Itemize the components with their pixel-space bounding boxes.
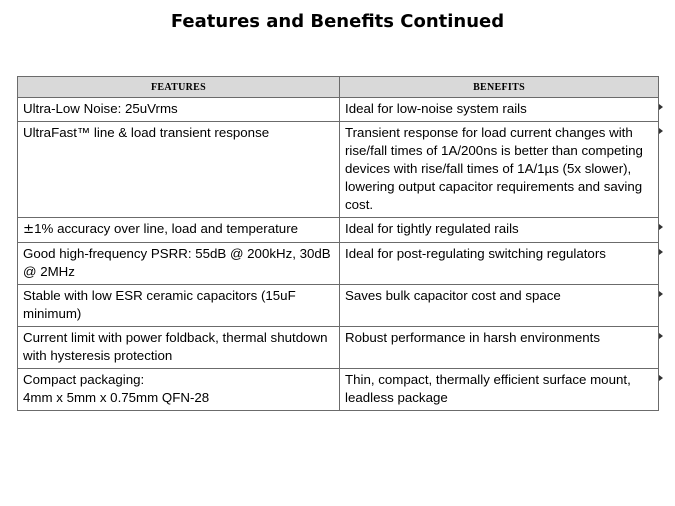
row-marker-icon bbox=[659, 249, 663, 255]
benefit-text: Thin, compact, thermally efficient surface mount, leadless package bbox=[345, 372, 631, 405]
benefit-text: Robust performance in harsh environments bbox=[345, 330, 600, 345]
plus-minus-symbol: ± bbox=[23, 222, 35, 237]
feature-cell: UltraFast™ line & load transient response bbox=[18, 122, 340, 218]
row-marker-icon bbox=[659, 104, 663, 110]
benefit-text: Ideal for tightly regulated rails bbox=[345, 221, 519, 236]
features-benefits-table bbox=[17, 76, 659, 411]
feature-cell: Current limit with power foldback, thermal shutdown with hysteresis protection bbox=[18, 327, 340, 369]
benefit-cell bbox=[340, 369, 659, 411]
table-row bbox=[18, 218, 659, 243]
table-row bbox=[18, 243, 659, 285]
benefit-text: Ideal for low-noise system rails bbox=[345, 101, 527, 116]
row-marker-icon bbox=[659, 128, 663, 134]
benefit-text: Transient response for load current changes with rise/fall times of 1A/200ns is better than competing devices with rise/fall times of 1A/1µs (5x slower), lowering output capacitor requirements and saving cost. bbox=[345, 125, 643, 212]
benefit-cell bbox=[340, 243, 659, 285]
benefit-cell bbox=[340, 285, 659, 327]
benefits-header: BENEFITS bbox=[340, 77, 659, 98]
table-header-row bbox=[18, 77, 659, 98]
feature-text: 1% accuracy over line, load and temperature bbox=[34, 221, 299, 236]
benefit-cell bbox=[340, 327, 659, 369]
feature-cell: Good high-frequency PSRR: 55dB @ 200kHz, 30dB @ 2MHz bbox=[18, 243, 340, 285]
row-marker-icon bbox=[659, 224, 663, 230]
table-row bbox=[18, 285, 659, 327]
table-row bbox=[18, 122, 659, 218]
feature-text-line2: 4mm x 5mm x 0.75mm QFN-28 bbox=[23, 390, 210, 405]
feature-cell bbox=[18, 369, 340, 411]
benefit-text: Ideal for post-regulating switching regulators bbox=[345, 246, 606, 261]
feature-cell bbox=[18, 218, 340, 243]
feature-cell: Ultra-Low Noise: 25uVrms bbox=[18, 98, 340, 122]
row-marker-icon bbox=[659, 333, 663, 339]
feature-text-line1: Compact packaging: bbox=[23, 372, 145, 387]
table-row bbox=[18, 327, 659, 369]
table-row bbox=[18, 98, 659, 122]
features-header: FEATURES bbox=[18, 77, 340, 98]
benefit-cell bbox=[340, 122, 659, 218]
row-marker-icon bbox=[659, 375, 663, 381]
row-marker-icon bbox=[659, 291, 663, 297]
table-row bbox=[18, 369, 659, 411]
benefit-cell bbox=[340, 98, 659, 122]
benefit-cell bbox=[340, 218, 659, 243]
slide-title: Features and Benefits Continued bbox=[170, 11, 505, 32]
benefit-text: Saves bulk capacitor cost and space bbox=[345, 288, 561, 303]
feature-cell: Stable with low ESR ceramic capacitors (15uF minimum) bbox=[18, 285, 340, 327]
